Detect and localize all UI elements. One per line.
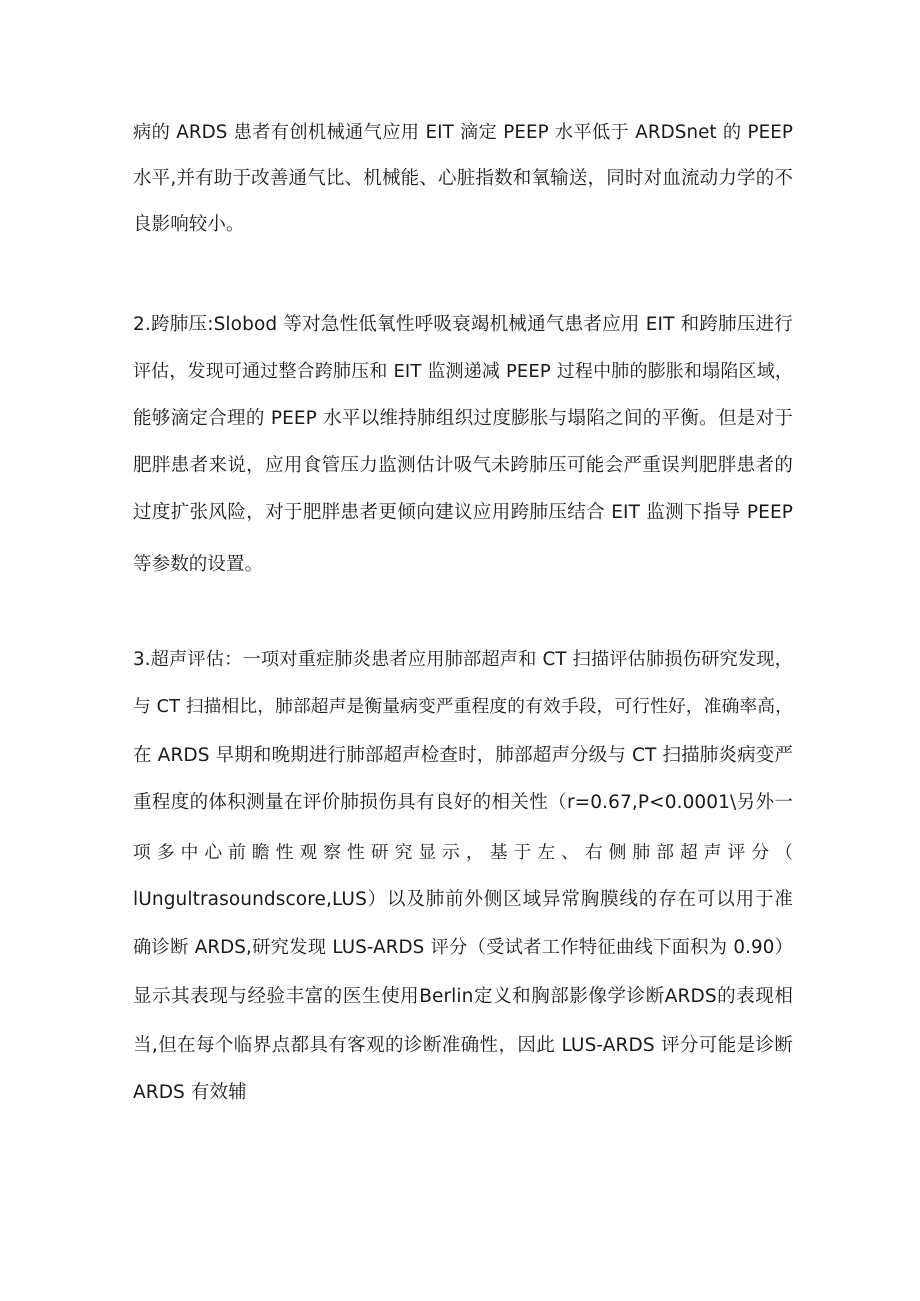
paragraph-2-line-5: 过度扩张风险，对于肥胖患者更倾向建议应用跨肺压结合 EIT 监测下指导 PEEP	[133, 502, 793, 523]
paragraph-2-line-6: 等参数的设置。	[133, 554, 264, 575]
paragraph-3-line-7: 确诊断 ARDS,研究发现 LUS-ARDS 评分（受试者工作特征曲线下面积为 0.90）	[133, 937, 793, 958]
paragraph-3-line-3: 在 ARDS 早期和晚期进行肺部超声检查时，肺部超声分级与 CT 扫描肺炎病变严	[133, 745, 793, 766]
paragraph-2-line-1: 2.跨肺压:Slobod 等对急性低氧性呼吸衰竭机械通气患者应用 EIT 和跨肺压进行	[133, 314, 793, 335]
paragraph-2-line-3: 能够滴定合理的 PEEP 水平以维持肺组织过度膨胀与塌陷之间的平衡。但是对于	[133, 408, 793, 429]
paragraph-2-line-2: 评估，发现可通过整合跨肺压和 EIT 监测递减 PEEP 过程中肺的膨胀和塌陷区域，	[133, 361, 793, 382]
paragraph-3-line-10: ARDS 有效辅	[133, 1082, 247, 1103]
paragraph-1-line-1: 病的 ARDS 患者有创机械通气应用 EIT 滴定 PEEP 水平低于 ARDSnet 的 PEEP	[133, 122, 793, 143]
paragraph-3-line-5: 项 多 中 心 前 瞻 性 观 察 性 研 究 显 示 ， 基 于 左 、 右 侧 肺 部 超 声 评 分 （	[133, 843, 793, 863]
paragraph-3-line-1: 3.超声评估：一项对重症肺炎患者应用肺部超声和 CT 扫描评估肺损伤研究发现，	[133, 649, 793, 670]
paragraph-3-line-6: lUngultrasoundscore,LUS）以及肺前外侧区域异常胸膜线的存在可以用于准	[133, 889, 793, 910]
paragraph-3-line-2: 与 CT 扫描相比，肺部超声是衡量病变严重程度的有效手段，可行性好，准确率高，	[133, 697, 793, 717]
paragraph-3-line-8: 显示其表现与经验丰富的医生使用Berlin定义和胸部影像学诊断ARDS的表现相	[133, 986, 793, 1007]
paragraph-1-line-3: 良影响较小。	[133, 214, 245, 235]
paragraph-3-line-4: 重程度的体积测量在评价肺损伤具有良好的相关性（r=0.67,P<0.0001\另外一	[133, 792, 793, 813]
paragraph-3-line-9: 当,但在每个临界点都具有客观的诊断准确性，因此 LUS-ARDS 评分可能是诊断	[133, 1035, 793, 1056]
paragraph-1-line-2: 水平,并有助于改善通气比、机械能、心脏指数和氧输送，同时对血流动力学的不	[133, 168, 793, 189]
paragraph-2-line-4: 肥胖患者来说，应用食管压力监测估计吸气未跨肺压可能会严重误判肥胖患者的	[133, 455, 793, 476]
